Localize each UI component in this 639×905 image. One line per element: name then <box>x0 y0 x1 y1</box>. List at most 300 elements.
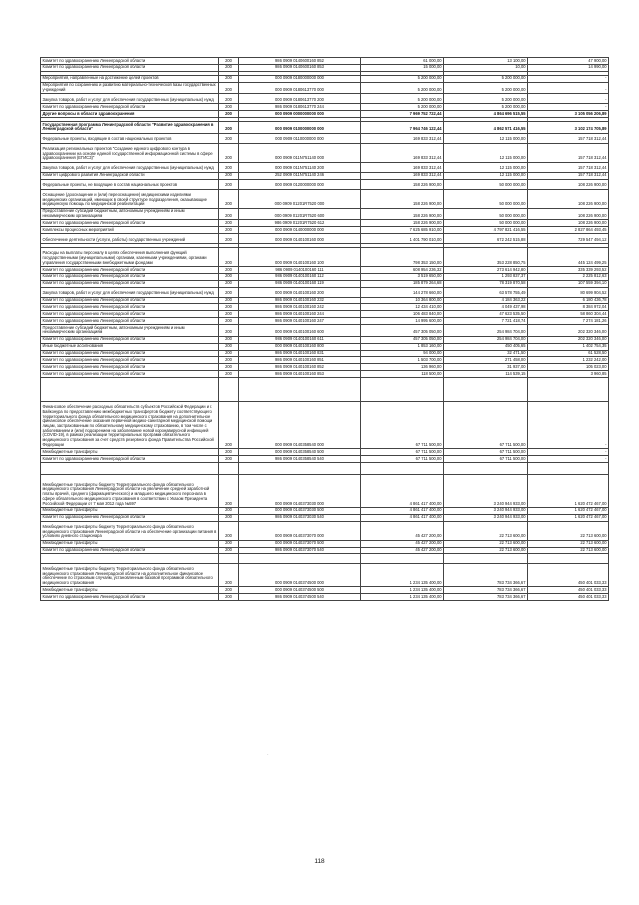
table-row <box>41 82 609 94</box>
row-unexecuted-amount: 157 718 312,44 <box>528 172 609 179</box>
row-unexecuted-amount: 7 274 181,26 <box>528 318 609 325</box>
row-unexecuted-amount: - <box>528 455 609 462</box>
row-executed-amount: 783 734 366,67 <box>444 594 528 601</box>
row-approved-amount: 3 519 650,00 <box>361 273 444 280</box>
row-classification-code: 000 0909 01201R7520 600 <box>239 208 361 220</box>
row-classification-code: 986 0909 01201R7520 612 <box>239 220 361 227</box>
row-name: Комитет по здравоохранению Ленинградской области <box>41 594 219 601</box>
row-classification-code: 000 0909 0140000000 000 <box>239 227 361 234</box>
row-executed-amount: 10,00 <box>444 64 528 71</box>
row-unexecuted-amount: 445 124 499,25 <box>528 247 609 266</box>
table-row <box>41 133 609 143</box>
row-approved-amount: 457 305 050,00 <box>361 325 444 337</box>
row-line-code: 200 <box>219 94 239 104</box>
row-unexecuted-amount: 22 713 600,00 <box>528 547 609 554</box>
row-classification-code: 986 0909 0140100160 831 <box>239 350 361 357</box>
row-unexecuted-amount: - <box>528 75 609 82</box>
row-classification-code: 000 0909 0140373070 500 <box>239 540 361 547</box>
row-approved-amount: 61 000,00 <box>361 58 444 65</box>
row-unexecuted-amount: 58 860 304,44 <box>528 311 609 318</box>
row-unexecuted-amount <box>528 378 609 402</box>
row-executed-amount: 3 240 944 933,00 <box>444 474 528 507</box>
table-row <box>41 58 609 65</box>
row-executed-amount: 271 458,00 <box>444 357 528 364</box>
row-line-code: 200 <box>219 364 239 371</box>
table-row <box>41 521 609 540</box>
table-row <box>41 514 609 521</box>
table-row <box>41 189 609 208</box>
row-unexecuted-amount: 14 990,00 <box>528 64 609 71</box>
row-executed-amount: 67 711 500,00 <box>444 402 528 449</box>
row-line-code: 200 <box>219 318 239 325</box>
row-classification-code: 000 0909 0100000000 000 <box>239 122 361 134</box>
row-classification-code: 000 0909 011N751140 000 <box>239 143 361 162</box>
row-unexecuted-amount: 729 547 494,12 <box>528 233 609 243</box>
row-line-code: 200 <box>219 111 239 118</box>
row-executed-amount: 50 000 000,00 <box>444 208 528 220</box>
row-line-code: 200 <box>219 133 239 143</box>
table-row <box>41 75 609 82</box>
row-classification-code: 986 0909 0140373070 540 <box>239 547 361 554</box>
row-line-code: 200 <box>219 357 239 364</box>
table-row <box>41 449 609 456</box>
row-name: Закупка товаров, работ и услуг для обеспечения государственных (муниципальных) нужд <box>41 162 219 172</box>
row-executed-amount: 4 049 437,98 <box>444 304 528 311</box>
row-approved-amount: 12 434 410,00 <box>361 304 444 311</box>
row-executed-amount: 67 711 500,00 <box>444 455 528 462</box>
row-approved-amount: 7 625 685 910,00 <box>361 227 444 234</box>
row-classification-code: 000 0909 0140374500 500 <box>239 587 361 594</box>
row-executed-amount: 5 200 000,00 <box>444 75 528 82</box>
row-classification-code: 000 0909 0140374500 000 <box>239 564 361 587</box>
row-unexecuted-amount: 1 232 242,00 <box>528 357 609 364</box>
row-line-code: 200 <box>219 233 239 243</box>
row-classification-code: 986 0909 0140100160 111 <box>239 266 361 273</box>
row-unexecuted-amount <box>528 554 609 564</box>
row-name: Межбюджетные трансферты <box>41 540 219 547</box>
row-line-code: 200 <box>219 162 239 172</box>
row-name: Мероприятия, направленные на достижение целей проектов <box>41 75 219 82</box>
row-line-code: 200 <box>219 64 239 71</box>
row-line-code: 200 <box>219 266 239 273</box>
row-line-code: 200 <box>219 75 239 82</box>
row-executed-amount: 273 614 942,80 <box>444 266 528 273</box>
row-name: Межбюджетные трансферты бюджету Территориального фонда обязательного медицинского страхования Ленинградской области на дополнительное финансовое обеспечение по страховым случаям, установленным базовой программой обязательного медицинского страхования <box>41 564 219 587</box>
table-row <box>41 122 609 134</box>
table-row <box>41 266 609 273</box>
row-approved-amount: 45 427 200,00 <box>361 547 444 554</box>
row-executed-amount: 50 000 000,00 <box>444 179 528 189</box>
row-unexecuted-amount: 6 180 436,78 <box>528 297 609 304</box>
row-executed-amount: 5 200 000,00 <box>444 94 528 104</box>
row-executed-amount: 114 539,15 <box>444 371 528 378</box>
row-classification-code: 000 0909 0140373030 000 <box>239 474 361 507</box>
row-line-code <box>219 462 239 474</box>
row-approved-amount: 10 364 800,00 <box>361 297 444 304</box>
row-line-code: 200 <box>219 247 239 266</box>
row-name: Комитет по здравоохранению Ленинградской области <box>41 220 219 227</box>
row-approved-amount: 106 483 840,00 <box>361 311 444 318</box>
row-executed-amount: 254 984 704,00 <box>444 325 528 337</box>
row-approved-amount: 158 226 900,00 <box>361 179 444 189</box>
row-executed-amount: 783 734 366,67 <box>444 587 528 594</box>
row-line-code: 200 <box>219 273 239 280</box>
table-row <box>41 540 609 547</box>
table-row <box>41 162 609 172</box>
row-approved-amount: 457 305 050,00 <box>361 336 444 343</box>
row-approved-amount: 15 000,00 <box>361 64 444 71</box>
row-approved-amount: 798 353 150,00 <box>361 247 444 266</box>
table-row <box>41 287 609 297</box>
row-line-code: 200 <box>219 122 239 134</box>
row-approved-amount: 1 401 790 010,00 <box>361 233 444 243</box>
row-executed-amount: 3 240 944 933,00 <box>444 514 528 521</box>
row-classification-code: 000 0909 0140358540 500 <box>239 449 361 456</box>
row-classification-code: 986 0909 0140374500 540 <box>239 594 361 601</box>
table-row <box>41 462 609 474</box>
row-line-code: 200 <box>219 350 239 357</box>
row-unexecuted-amount: - <box>528 402 609 449</box>
stray-mark: · <box>267 752 269 758</box>
row-name: Комитет по здравоохранению Ленинградской области <box>41 280 219 287</box>
row-name: Комитет по здравоохранению Ленинградской области <box>41 514 219 521</box>
row-unexecuted-amount: 1 620 472 467,00 <box>528 514 609 521</box>
row-approved-amount: 144 278 660,00 <box>361 287 444 297</box>
table-row <box>41 297 609 304</box>
table-row <box>41 402 609 449</box>
table-row <box>41 350 609 357</box>
row-line-code: 200 <box>219 371 239 378</box>
row-unexecuted-amount: 108 226 900,00 <box>528 189 609 208</box>
row-name: Комитет по здравоохранению Ленинградской области <box>41 336 219 343</box>
row-classification-code: 986 0909 0140600160 852 <box>239 58 361 65</box>
row-executed-amount: 50 000 000,00 <box>444 189 528 208</box>
row-name: Комитет по здравоохранению Ленинградской области <box>41 371 219 378</box>
row-executed-amount: 22 713 600,00 <box>444 521 528 540</box>
table-row <box>41 111 609 118</box>
table-row <box>41 594 609 601</box>
table-row <box>41 336 609 343</box>
row-line-code: 200 <box>219 304 239 311</box>
row-line-code: 200 <box>219 547 239 554</box>
row-line-code: 200 <box>219 455 239 462</box>
row-name: Комитет по здравоохранению Ленинградской области <box>41 547 219 554</box>
budget-table <box>40 57 609 601</box>
row-unexecuted-amount: 202 320 346,00 <box>528 336 609 343</box>
table-row <box>41 343 609 350</box>
row-approved-amount <box>361 554 444 564</box>
row-unexecuted-amount: 108 226 900,00 <box>528 179 609 189</box>
row-approved-amount: 14 995 600,00 <box>361 318 444 325</box>
row-approved-amount: 4 861 417 400,00 <box>361 507 444 514</box>
row-unexecuted-amount: 3 102 174 705,89 <box>528 122 609 134</box>
table-row <box>41 273 609 280</box>
row-line-code: 200 <box>219 514 239 521</box>
row-approved-amount: 185 879 264,68 <box>361 280 444 287</box>
row-approved-amount: 169 833 312,44 <box>361 133 444 143</box>
table-row <box>41 507 609 514</box>
row-line-code: 200 <box>219 297 239 304</box>
row-unexecuted-amount: 1 620 472 467,00 <box>528 474 609 507</box>
row-approved-amount: 158 226 900,00 <box>361 189 444 208</box>
table-row <box>41 357 609 364</box>
row-classification-code <box>239 554 361 564</box>
row-classification-code: 000 0909 01201R7520 000 <box>239 189 361 208</box>
row-line-code: 200 <box>219 189 239 208</box>
row-classification-code: 986 0909 0140100160 247 <box>239 318 361 325</box>
row-approved-amount: 1 853 160,00 <box>361 343 444 350</box>
row-classification-code: 986 0909 0140100160 244 <box>239 311 361 318</box>
row-unexecuted-amount: 157 718 312,44 <box>528 143 609 162</box>
row-approved-amount: 1 234 135 400,00 <box>361 587 444 594</box>
row-unexecuted-amount: - <box>528 82 609 94</box>
row-classification-code <box>239 378 361 402</box>
row-approved-amount: 45 427 200,00 <box>361 540 444 547</box>
row-unexecuted-amount: 3 105 056 206,89 <box>528 111 609 118</box>
row-unexecuted-amount: 157 718 312,44 <box>528 133 609 143</box>
row-name: Комитет по здравоохранению Ленинградской области <box>41 58 219 65</box>
row-unexecuted-amount: 450 401 033,33 <box>528 594 609 601</box>
row-executed-amount: 12 115 000,00 <box>444 143 528 162</box>
table-row <box>41 220 609 227</box>
row-name: Комитет по здравоохранению Ленинградской области <box>41 350 219 357</box>
row-executed-amount: 32 471,50 <box>444 350 528 357</box>
row-classification-code: 000 0909 0140100160 200 <box>239 287 361 297</box>
row-executed-amount: 254 984 704,00 <box>444 336 528 343</box>
row-approved-amount <box>361 378 444 402</box>
row-line-code: 200 <box>219 343 239 350</box>
row-line-code: 200 <box>219 402 239 449</box>
row-unexecuted-amount: - <box>528 94 609 104</box>
row-line-code: 200 <box>219 220 239 227</box>
row-executed-amount: 78 319 870,58 <box>444 280 528 287</box>
row-approved-amount: 118 500,00 <box>361 371 444 378</box>
row-line-code: 200 <box>219 474 239 507</box>
row-unexecuted-amount: 22 713 600,00 <box>528 521 609 540</box>
row-name: Комитет цифрового развития Ленинградской области <box>41 172 219 179</box>
row-executed-amount: 63 578 755,49 <box>444 287 528 297</box>
row-approved-amount: 1 234 135 400,00 <box>361 564 444 587</box>
row-executed-amount: 31 937,00 <box>444 364 528 371</box>
row-name: Обеспечение деятельности (услуги, работы) государственных учреждений <box>41 233 219 243</box>
row-executed-amount: 47 623 535,50 <box>444 311 528 318</box>
row-name <box>41 378 219 402</box>
row-line-code: 200 <box>219 540 239 547</box>
table-row <box>41 564 609 587</box>
row-classification-code <box>239 462 361 474</box>
row-unexecuted-amount: 450 401 033,33 <box>528 587 609 594</box>
row-name: Комитет по здравоохранению Ленинградской области <box>41 64 219 71</box>
row-executed-amount: 4 864 696 515,55 <box>444 111 528 118</box>
row-name: Межбюджетные трансферты <box>41 449 219 456</box>
row-line-code: 200 <box>219 58 239 65</box>
row-classification-code: 000 0909 0120000000 000 <box>239 179 361 189</box>
row-executed-amount: 50 000 000,00 <box>444 220 528 227</box>
row-line-code: 200 <box>219 311 239 318</box>
row-executed-amount: 353 228 850,75 <box>444 247 528 266</box>
table-row <box>41 304 609 311</box>
row-approved-amount: 608 954 236,32 <box>361 266 444 273</box>
row-name: Реализация региональных проектов "Создание единого цифрового контура в здравоохранении на основе единой государственной информационной системы в сфере здравоохранения (ЕГИСЗ)" <box>41 143 219 162</box>
row-classification-code: 000 0909 0180613770 000 <box>239 82 361 94</box>
row-classification-code: 986 0909 0140100160 119 <box>239 280 361 287</box>
row-name: Комитет по здравоохранению Ленинградской области <box>41 266 219 273</box>
row-executed-amount <box>444 554 528 564</box>
table-row <box>41 455 609 462</box>
row-name <box>41 554 219 564</box>
row-approved-amount: 158 226 900,00 <box>361 208 444 220</box>
row-name: Комплексы процессных мероприятий <box>41 227 219 234</box>
row-executed-amount <box>444 378 528 402</box>
row-classification-code: 986 0909 0140100160 112 <box>239 273 361 280</box>
row-executed-amount: 450 405,65 <box>444 343 528 350</box>
row-executed-amount: 7 721 418,74 <box>444 318 528 325</box>
row-unexecuted-amount: 3 960,85 <box>528 371 609 378</box>
table-row <box>41 233 609 243</box>
page-number: 118 <box>314 858 325 865</box>
row-unexecuted-amount: 2 827 864 493,45 <box>528 227 609 234</box>
row-executed-amount: 4 184 363,22 <box>444 297 528 304</box>
row-executed-amount: 22 713 600,00 <box>444 547 528 554</box>
row-executed-amount: 3 240 944 933,00 <box>444 507 528 514</box>
row-executed-amount: 672 242 515,88 <box>444 233 528 243</box>
row-name: Комитет по здравоохранению Ленинградской области <box>41 311 219 318</box>
row-classification-code: 000 0909 0140100160 600 <box>239 325 361 337</box>
row-approved-amount: 169 833 312,44 <box>361 143 444 162</box>
row-approved-amount: 67 711 500,00 <box>361 455 444 462</box>
row-unexecuted-amount: 1 402 754,35 <box>528 343 609 350</box>
row-unexecuted-amount: 108 226 900,00 <box>528 208 609 220</box>
row-unexecuted-amount: 61 528,50 <box>528 350 609 357</box>
row-name: Финансовое обеспечение расходных обязательств субъектов Российской Федерации и г. Байконура по предоставлению межбюджетных трансфертов бюджету соответствующего территориального фонда обязательного медицинского страхования на дополнительное финансовое обеспечение оказания первичной медико-санитарной медицинской помощи лицам, застрахованным по обязательному медицинскому страхованию, в том числе с заболеванием и (или) подозрением на заболевание новой коронавирусной инфекцией (COVID-19), в рамках реализации территориальных программ обязательного медицинского страхования за счет средств резервного фонда Правительства Российской Федерации <box>41 402 219 449</box>
row-approved-amount <box>361 462 444 474</box>
row-approved-amount: 1 503 700,00 <box>361 357 444 364</box>
row-name: Другие вопросы в области здравоохранения <box>41 111 219 118</box>
row-unexecuted-amount: 8 384 972,04 <box>528 304 609 311</box>
table-row <box>41 378 609 402</box>
row-classification-code: 986 0909 0180613770 244 <box>239 104 361 111</box>
row-line-code: 200 <box>219 587 239 594</box>
row-name: Комитет по здравоохранению Ленинградской области <box>41 273 219 280</box>
row-name: Иные бюджетные ассигнования <box>41 343 219 350</box>
table-row <box>41 64 609 71</box>
row-executed-amount: 67 711 500,00 <box>444 449 528 456</box>
row-name: Расходы на выплаты персоналу в целях обеспечения выполнения функций государственными (муниципальными) органами, казенными учреждениями, органами управления государственными внебюджетными фондами <box>41 247 219 266</box>
table-row <box>41 325 609 337</box>
row-unexecuted-amount: 105 023,00 <box>528 364 609 371</box>
row-line-code: 200 <box>219 104 239 111</box>
row-name: Комитет по здравоохранению Ленинградской области <box>41 364 219 371</box>
row-classification-code: 986 0909 0140100160 232 <box>239 297 361 304</box>
row-executed-amount: 22 713 600,00 <box>444 540 528 547</box>
row-name: Комитет по здравоохранению Ленинградской области <box>41 357 219 364</box>
row-approved-amount: 45 427 200,00 <box>361 521 444 540</box>
row-classification-code: 000 0909 0140100160 000 <box>239 233 361 243</box>
row-line-code <box>219 378 239 402</box>
row-executed-amount: 4 862 571 416,55 <box>444 122 528 134</box>
row-classification-code: 986 0909 0140100160 242 <box>239 304 361 311</box>
row-name: Комитет по здравоохранению Ленинградской области <box>41 104 219 111</box>
row-line-code: 200 <box>219 336 239 343</box>
row-executed-amount: 1 293 837,37 <box>444 273 528 280</box>
table-row <box>41 311 609 318</box>
table-row <box>41 280 609 287</box>
table-row <box>41 179 609 189</box>
table-row <box>41 554 609 564</box>
row-approved-amount: 5 200 000,00 <box>361 104 444 111</box>
row-classification-code: 000 0909 0140373070 000 <box>239 521 361 540</box>
row-approved-amount: 136 960,00 <box>361 364 444 371</box>
row-unexecuted-amount: 1 620 472 467,00 <box>528 507 609 514</box>
row-line-code: 200 <box>219 287 239 297</box>
row-approved-amount: 169 833 312,44 <box>361 162 444 172</box>
row-executed-amount <box>444 462 528 474</box>
row-name <box>41 462 219 474</box>
table-row <box>41 364 609 371</box>
row-unexecuted-amount: 107 559 394,10 <box>528 280 609 287</box>
row-classification-code: 986 0909 0140100160 851 <box>239 357 361 364</box>
table-row <box>41 547 609 554</box>
row-line-code: 200 <box>219 564 239 587</box>
row-line-code: 200 <box>219 594 239 601</box>
row-unexecuted-amount: 450 401 033,33 <box>528 564 609 587</box>
row-classification-code: 000 0909 0000000000 000 <box>239 111 361 118</box>
row-unexecuted-amount: 2 225 812,63 <box>528 273 609 280</box>
row-line-code: 200 <box>219 280 239 287</box>
row-approved-amount: 4 861 417 400,00 <box>361 474 444 507</box>
row-classification-code: 252 0909 011N751140 246 <box>239 172 361 179</box>
row-approved-amount: 5 200 000,00 <box>361 82 444 94</box>
row-classification-code: 000 0909 0140373030 500 <box>239 507 361 514</box>
row-executed-amount: 5 200 000,00 <box>444 104 528 111</box>
row-line-code: 200 <box>219 325 239 337</box>
row-name: Предоставление субсидий бюджетным, автономным учреждениям и иным некоммерческим организациям <box>41 325 219 337</box>
table-row <box>41 143 609 162</box>
row-line-code: 200 <box>219 521 239 540</box>
row-executed-amount: 4 797 821 416,55 <box>444 227 528 234</box>
row-executed-amount: 12 115 000,00 <box>444 172 528 179</box>
row-name: Мероприятия по сохранению и развитию материально-технической базы государственных учреждений <box>41 82 219 94</box>
row-line-code: 200 <box>219 227 239 234</box>
row-line-code <box>219 554 239 564</box>
row-classification-code: 000 0909 0180000000 000 <box>239 75 361 82</box>
row-unexecuted-amount <box>528 462 609 474</box>
row-classification-code: 000 0909 0140100160 800 <box>239 343 361 350</box>
row-line-code: 200 <box>219 179 239 189</box>
row-line-code: 200 <box>219 143 239 162</box>
table-row <box>41 208 609 220</box>
row-line-code: 200 <box>219 449 239 456</box>
row-executed-amount: 12 115 000,00 <box>444 162 528 172</box>
row-unexecuted-amount: 22 713 600,00 <box>528 540 609 547</box>
table-row <box>41 474 609 507</box>
table-row <box>41 318 609 325</box>
row-unexecuted-amount: 108 226 900,00 <box>528 220 609 227</box>
row-line-code: 200 <box>219 208 239 220</box>
row-classification-code: 986 0909 0140600160 853 <box>239 64 361 71</box>
row-name: Комитет по здравоохранению Ленинградской области <box>41 455 219 462</box>
row-classification-code: 986 0909 0140100160 611 <box>239 336 361 343</box>
row-classification-code: 986 0909 0140100160 853 <box>239 371 361 378</box>
row-executed-amount: 5 200 000,00 <box>444 82 528 94</box>
row-approved-amount: 67 711 500,00 <box>361 449 444 456</box>
row-classification-code: 000 0909 0110000000 000 <box>239 133 361 143</box>
row-name: Закупка товаров, работ и услуг для обеспечения государственных (муниципальных) нужд <box>41 287 219 297</box>
row-name: Государственная программа Ленинградской области "Развитие здравоохранения в Ленинградской области" <box>41 122 219 134</box>
row-approved-amount: 94 000,00 <box>361 350 444 357</box>
row-name: Межбюджетные трансферты <box>41 507 219 514</box>
row-executed-amount: 13 100,00 <box>444 58 528 65</box>
